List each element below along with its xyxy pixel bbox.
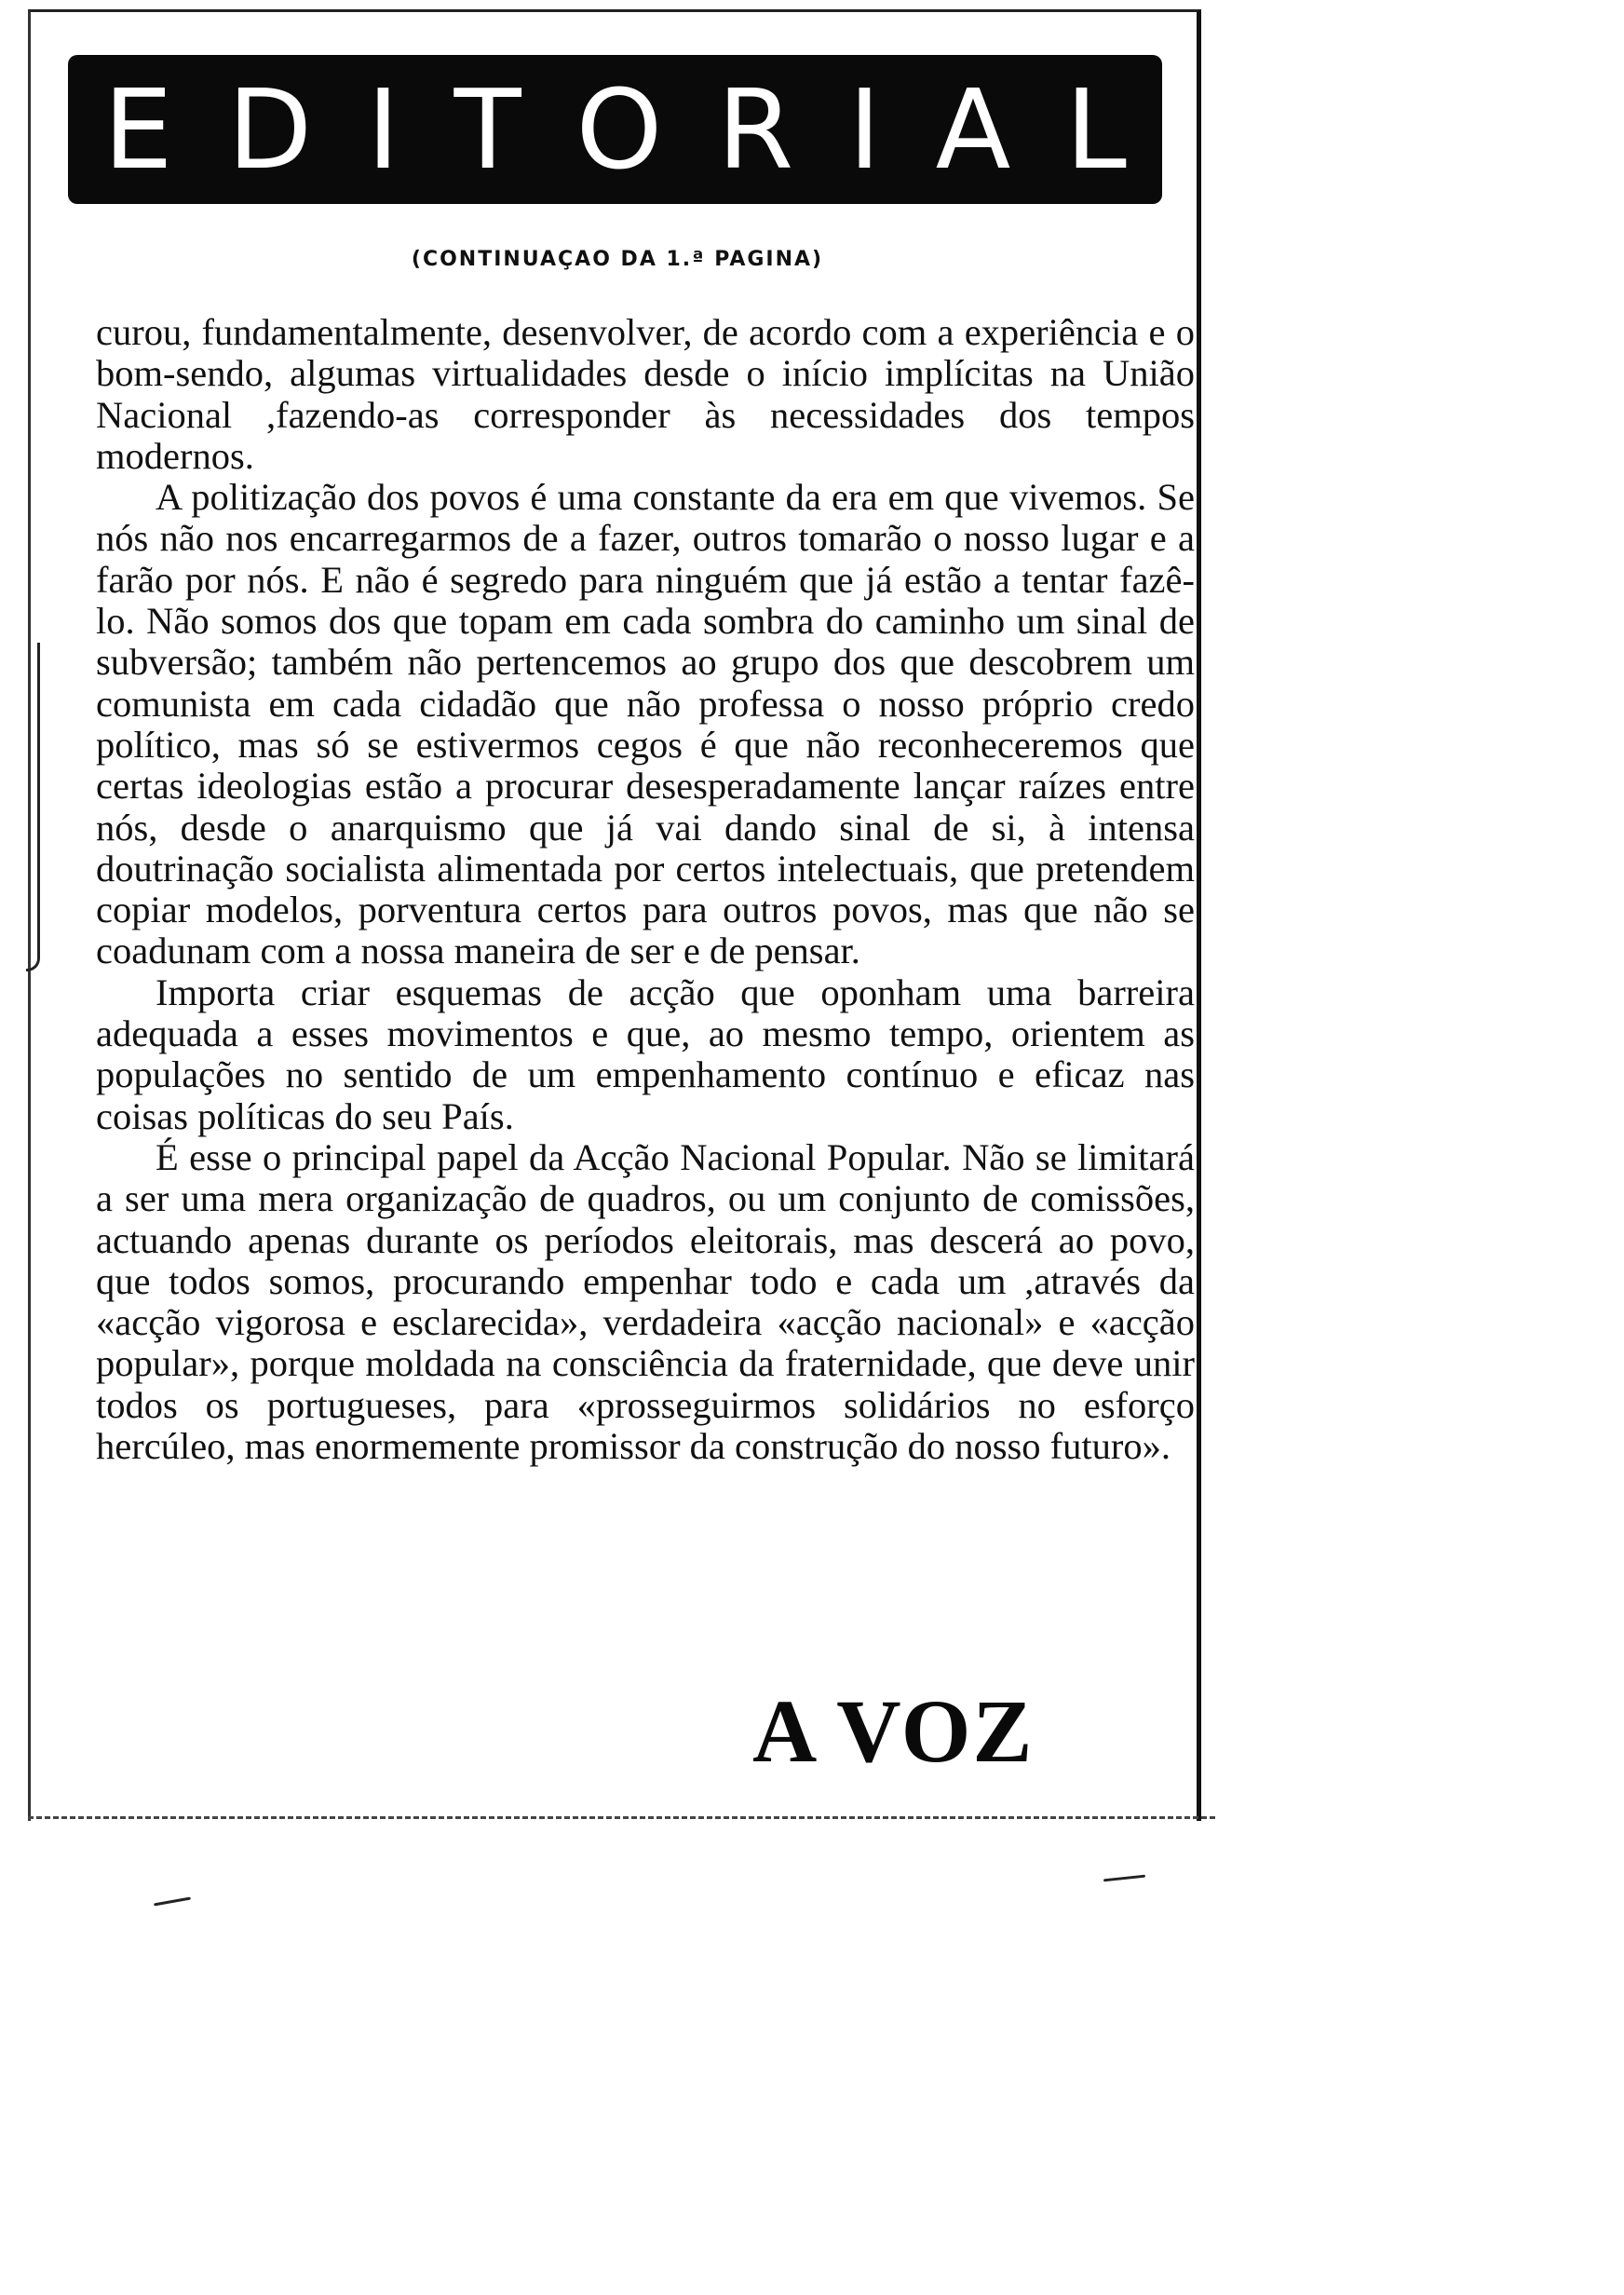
paragraph: É esse o principal papel da Acção Nacional Popular. Não se limitará a ser uma mera organização de quadros, ou um conjunto de comissões, actuando apenas durante os períodos eleitorais, mas descerá ao povo, que todos somos, procurando empenhar todo e cada um ,através da «acção vigorosa e esclarecida», verdadeira «acção nacional» e «acção popular», porque moldada na consciência da fraternidade, que deve unir todos os portugueses, para «prosseguirmos solidários no esforço hercúleo, mas enormemente promissor da construção do nosso futuro». <box>96 1135 1195 1468</box>
masthead-letter: O <box>575 65 663 194</box>
masthead-letter: A <box>935 65 1011 194</box>
masthead-letter: D <box>227 65 313 194</box>
paragraph: curou, fundamentalmente, desenvolver, de acordo com a experiência e o bom-sendo, algumas virtualidades desde o início implícitas na União Nacional ,fazendo-as corresponder às necessidades dos tempos modernos. <box>96 311 1195 477</box>
masthead-letter: I <box>848 65 881 194</box>
continuation-note: (CONTINUAÇAO DA 1.ª PAGINA) <box>411 248 824 271</box>
article-body <box>96 312 1195 1467</box>
masthead-letter: L <box>1065 65 1127 194</box>
paragraph: A politização dos povos é uma constante da era em que vivemos. Se nós não nos encarregarmos de a fazer, outros tomarão o nosso lugar e a farão por nós. E não é segredo para ninguém que já estão a tentar fazê-lo. Não somos dos que topam em cada sombra do caminho um sinal de subversão; também não pertencemos ao grupo dos que descobrem um comunista em cada cidadão que não professa o nosso próprio credo político, mas só se estivermos cegos é que não reconheceremos que certas ideologias estão a procurar desesperadamente lançar raízes entre nós, desde o anarquismo que já vai dando sinal de si, à intensa doutrinação socialista alimentada por certos intelectuais, que pretendem copiar modelos, porventura certos para outros povos, mas que não se coadunam com a nossa maneira de ser e de pensar. <box>96 476 1195 972</box>
masthead-letter: E <box>103 65 173 194</box>
margin-bracket <box>26 643 40 971</box>
signature: A VOZ <box>752 1681 1035 1781</box>
clipping-bottom-rule <box>28 1816 1215 1819</box>
editorial-masthead <box>68 55 1162 204</box>
print-speck <box>154 1897 191 1907</box>
masthead-letter: I <box>367 65 399 194</box>
newspaper-clipping <box>28 9 1201 1821</box>
masthead-letter: T <box>453 65 521 194</box>
print-speck <box>1103 1875 1145 1882</box>
masthead-letter: R <box>717 65 794 194</box>
paragraph: Importa criar esquemas de acção que oponham uma barreira adequada a esses movimentos e que, ao mesmo tempo, orientem as populações no sentido de um empenhamento contínuo e eficaz nas coisas políticas do seu País. <box>96 971 1195 1137</box>
